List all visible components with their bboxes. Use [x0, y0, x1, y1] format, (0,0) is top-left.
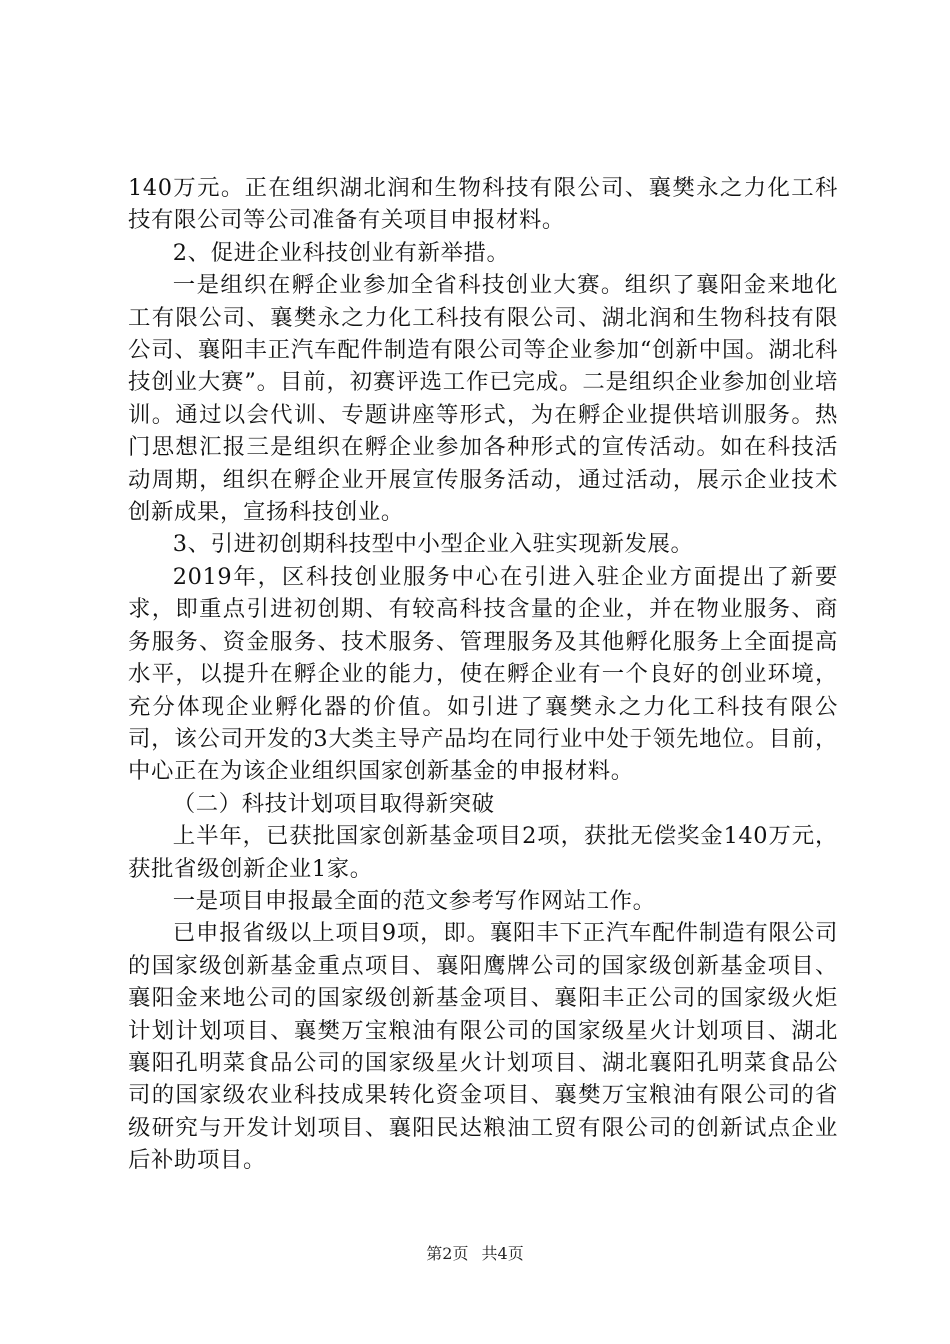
paragraph-continuation: 140万元。正在组织湖北润和生物科技有限公司、襄樊永之力化工科技有限公司等公司准备有关项目申报材料。 — [128, 175, 838, 234]
paragraph-project-application: 一是项目申报最全面的范文参考写作网站工作。 — [172, 887, 656, 914]
page-footer — [0, 1244, 950, 1264]
paragraph-2019-development: 2019年，区科技创业服务中心在引进入驻企业方面提出了新要求，即重点引进初创期、有较高科技含量的企业，并在物业服务、商务服务、资金服务、技术服务、管理服务及其他孵化服务上全面提高水平，以提升在孵企业的能力，使在孵企业有一个良好的创业环境，充分体现企业孵化器的价值。如引进了襄樊永之力化工科技有限公司，该公司开发的3大类主导产品均在同行业中处于领先地位。目前，中心正在为该企业组织国家创新基金的申报材料。 — [128, 563, 838, 785]
page-number: 第2页 — [426, 1244, 469, 1263]
paragraph-heading-3: 3、引进初创期科技型中小型企业入驻实现新发展。 — [172, 531, 694, 558]
paragraph-entrepreneurship: 一是组织在孵企业参加全省科技创业大赛。组织了襄阳金来地化工有限公司、襄樊永之力化工科技有限公司、湖北润和生物科技有限公司、襄阳丰正汽车配件制造有限公司等企业参加“创新中国。湖北科技创业大赛”。目前，初赛评选工作已完成。二是组织企业参加创业培训。通过以会代训、专题讲座等形式，为在孵企业提供培训服务。热门思想汇报三是组织在孵企业参加各种形式的宣传活动。如在科技活动周期，组织在孵企业开展宣传服务活动，通过活动，展示企业技术创新成果，宣扬科技创业。 — [128, 272, 838, 526]
page-total: 共4页 — [481, 1244, 524, 1263]
paragraph-first-half-year: 上半年，已获批国家创新基金项目2项，获批无偿奖金140万元，获批省级创新企业1家。 — [128, 823, 838, 882]
paragraph-projects-list: 已申报省级以上项目9项，即。襄阳丰下正汽车配件制造有限公司的国家级创新基金重点项目、襄阳鹰牌公司的国家级创新基金项目、襄阳金来地公司的国家级创新基金项目、襄阳丰正公司的国家级火炬计划计划项目、襄樊万宝粮油有限公司的国家级星火计划项目、湖北襄阳孔明菜食品公司的国家级星火计划项目、湖北襄阳孔明菜食品公司的国家级农业科技成果转化资金项目、襄樊万宝粮油有限公司的省级研究与开发计划项目、襄阳民达粮油工贸有限公司的创新试点企业后补助项目。 — [128, 920, 838, 1174]
document-body — [128, 172, 838, 1177]
paragraph-section-2-heading: （二）科技计划项目取得新突破 — [172, 790, 495, 817]
paragraph-heading-2: 2、促进企业科技创业有新举措。 — [172, 239, 510, 266]
